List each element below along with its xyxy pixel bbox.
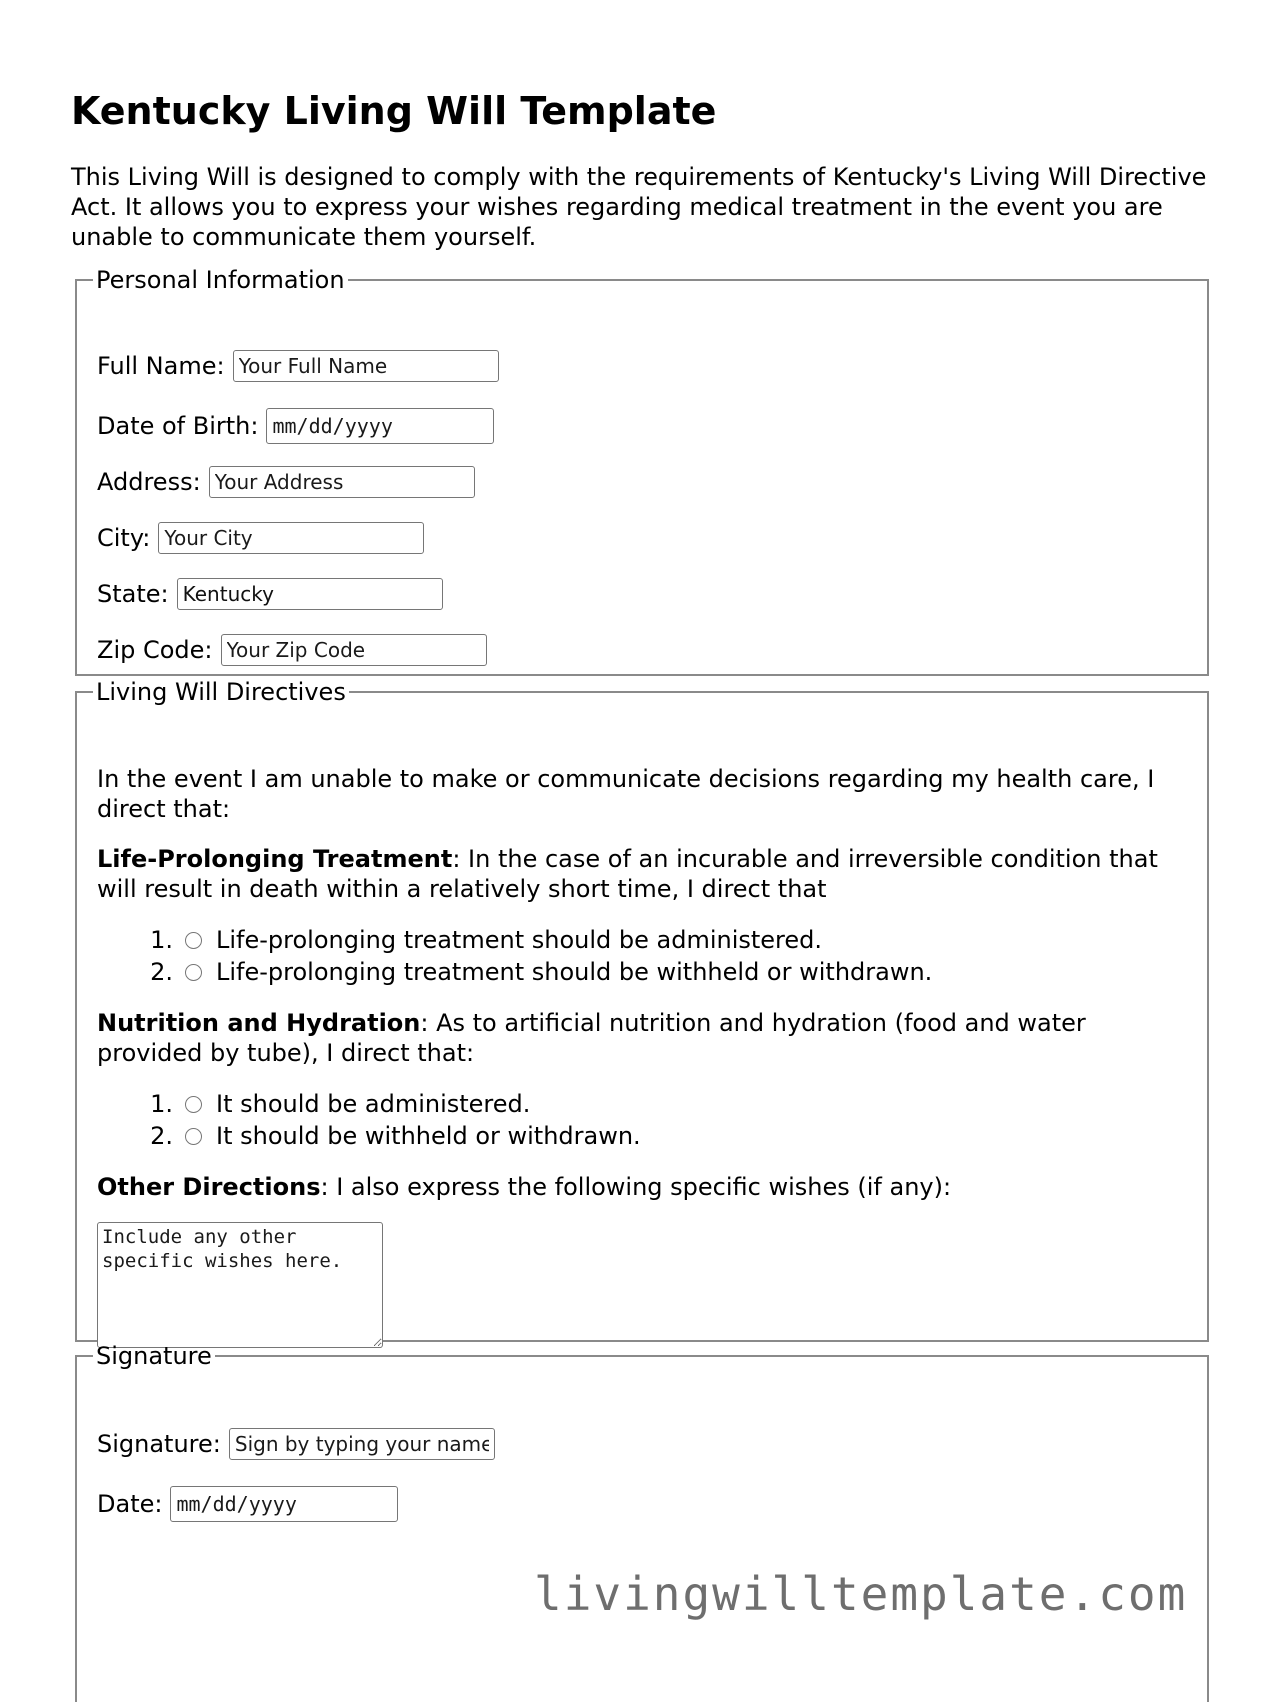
city-input[interactable] [158,522,424,554]
date-of-birth-label: Date of Birth: [97,412,259,440]
other-wishes-textarea[interactable] [97,1222,383,1348]
zip-code-input[interactable] [221,634,487,666]
radio-button[interactable] [185,1096,202,1113]
signature-date-label: Date: [97,1490,163,1518]
option-number: 1. [150,926,173,954]
option-label: It should be withheld or withdrawn. [216,1122,641,1150]
state-row [97,578,443,610]
option-number: 1. [150,1090,173,1118]
full-name-label: Full Name: [97,352,225,380]
directives-legend: Living Will Directives [96,678,346,706]
nutrition-options [97,1088,641,1152]
full-name-row [97,350,499,382]
radio-button[interactable] [185,932,202,949]
city-row [97,522,424,554]
state-input[interactable] [177,578,443,610]
date-of-birth-row [97,408,494,444]
signature-label: Signature: [97,1430,221,1458]
directives-section [75,678,1209,1342]
nutrition-text: : As to artificial nutrition and hydration (food and water provided by tube), I direct that: [97,1009,1086,1067]
option-label: Life-prolonging treatment should be administered. [216,926,823,954]
other-directions-paragraph [97,1172,1187,1202]
state-label: State: [97,580,169,608]
address-input[interactable] [209,466,475,498]
city-label: City: [97,524,151,552]
option-label: It should be administered. [216,1090,531,1118]
directives-intro: In the event I am unable to make or communicate decisions regarding my health care, I direct that: [97,765,1155,823]
zip-code-row [97,634,487,666]
nutrition-heading: Nutrition and Hydration [97,1009,421,1037]
life-prolonging-option-1[interactable] [97,924,932,956]
signature-legend: Signature [96,1342,212,1370]
site-watermark: livingwilltemplate.com [534,1567,1188,1621]
signature-input[interactable] [229,1428,495,1460]
signature-row [97,1428,495,1460]
address-row [97,466,475,498]
option-number: 2. [150,958,173,986]
personal-information-legend: Personal Information [96,266,345,294]
zip-code-label: Zip Code: [97,636,213,664]
option-label: Life-prolonging treatment should be withheld or withdrawn. [216,958,933,986]
other-directions-text: : I also express the following specific wishes (if any): [320,1173,952,1201]
life-prolonging-text: : In the case of an incurable and irreversible condition that will result in death within a relatively short time, I direct that [97,845,1158,903]
radio-button[interactable] [185,964,202,981]
nutrition-option-1[interactable] [97,1088,641,1120]
personal-information-section [75,266,1209,676]
life-prolonging-option-2[interactable] [97,956,932,988]
page-title: Kentucky Living Will Template [71,89,717,133]
life-prolonging-paragraph [97,844,1187,904]
intro-paragraph: This Living Will is designed to comply with the requirements of Kentucky's Living Will Directive Act. It allows you to express your wishes regarding medical treatment in the event you are unable to communicate them yourself. [71,163,1207,251]
option-number: 2. [150,1122,173,1150]
signature-date-input[interactable] [170,1486,398,1522]
life-prolonging-options [97,924,932,988]
address-label: Address: [97,468,201,496]
life-prolonging-heading: Life-Prolonging Treatment [97,845,453,873]
nutrition-option-2[interactable] [97,1120,641,1152]
signature-date-row [97,1486,398,1522]
full-name-input[interactable] [233,350,499,382]
other-directions-heading: Other Directions [97,1173,321,1201]
date-of-birth-input[interactable] [266,408,494,444]
signature-section [75,1342,1209,1702]
nutrition-paragraph [97,1008,1187,1068]
radio-button[interactable] [185,1128,202,1145]
